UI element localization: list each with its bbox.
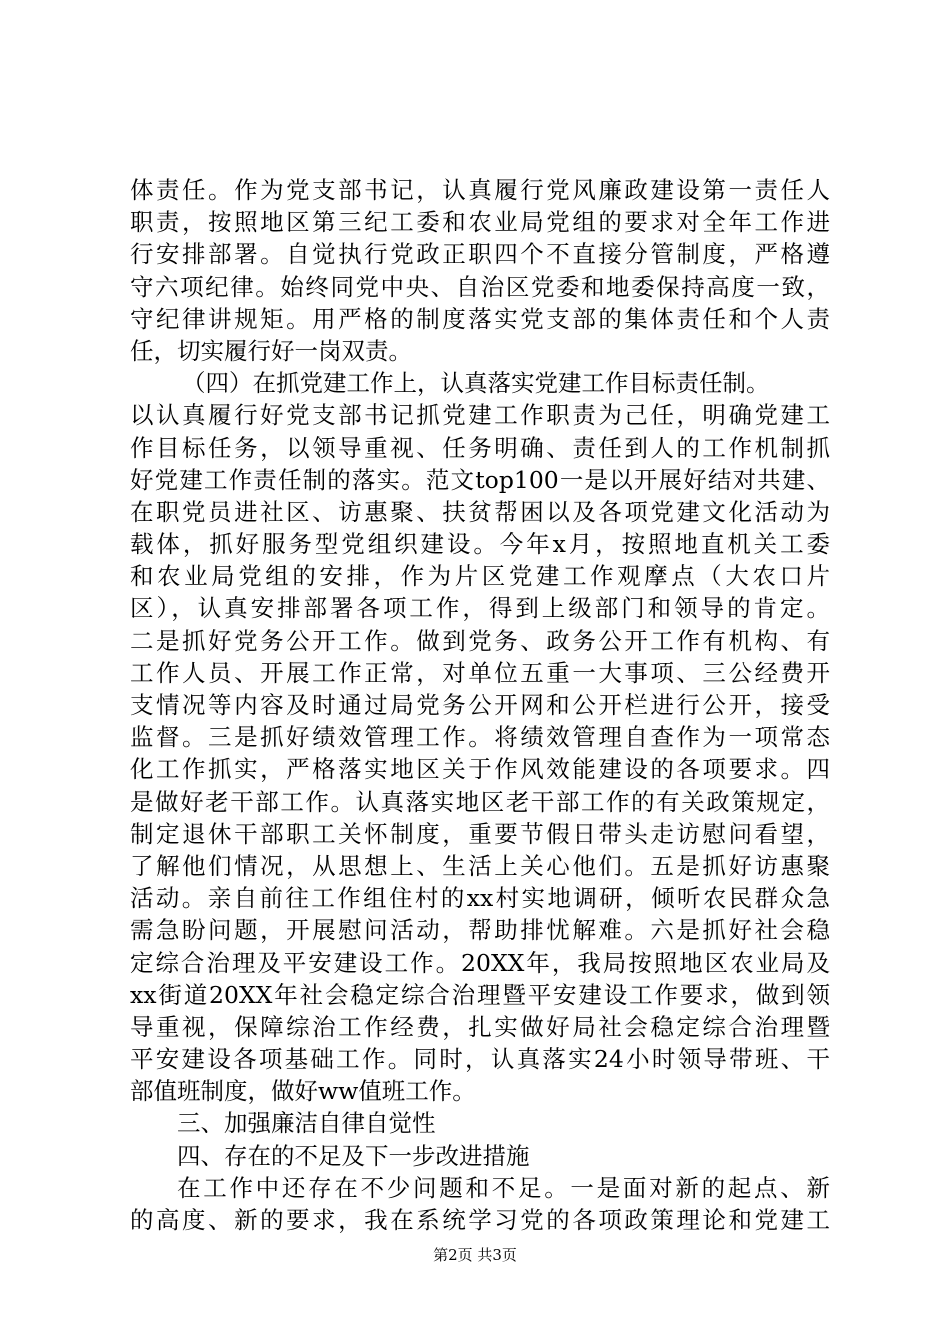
text-line: 的高度、新的要求，我在系统学习党的各项政策理论和党建工	[130, 1206, 830, 1234]
text-line: 以认真履行好党支部书记抓党建工作职责为己任，明确党建工	[130, 401, 830, 430]
text-line: 体责任。作为党支部书记，认真履行党风廉政建设第一责任人	[130, 176, 830, 204]
text-line: 二是抓好党务公开工作。做到党务、政务公开工作有机构、有	[130, 626, 830, 655]
section-heading: （四）在抓党建工作上，认真落实党建工作目标责任制。	[182, 369, 770, 398]
text-line: 守纪律讲规矩。用严格的制度落实党支部的集体责任和个人责	[130, 304, 830, 333]
text-line: 载体，抓好服务型党组织建设。今年x月，按照地直机关工委	[130, 530, 830, 559]
text-line: 部值班制度，做好ww值班工作。	[130, 1077, 476, 1106]
text-line: 了解他们情况，从思想上、生活上关心他们。五是抓好访惠聚	[130, 851, 830, 880]
document-body	[130, 174, 830, 1236]
text-line: 活动。亲自前往工作组住村的xx村实地调研，倾听农民群众急	[130, 884, 830, 913]
text-line: 制定退休干部职工关怀制度，重要节假日带头走访慰问看望，	[130, 819, 830, 848]
text-line: 工作人员、开展工作正常，对单位五重一大事项、三公经费开	[130, 658, 830, 687]
text-line: 是做好老干部工作。认真落实地区老干部工作的有关政策规定，	[130, 787, 830, 816]
text-line: 任，切实履行好一岗双责。	[130, 336, 412, 365]
text-line: xx街道20XX年社会稳定综合治理暨平安建设工作要求，做到领	[130, 980, 830, 1009]
text-line: 好党建工作责任制的落实。范文top100一是以开展好结对共建、	[130, 465, 830, 494]
text-line: 需急盼问题，开展慰问活动，帮助排忧解难。六是抓好社会稳	[130, 916, 830, 945]
text-line: 守六项纪律。始终同党中央、自治区党委和地委保持高度一致，	[130, 272, 830, 301]
text-line: 监督。三是抓好绩效管理工作。将绩效管理自查作为一项常态	[130, 723, 830, 752]
text-line: 支情况等内容及时通过局党务公开网和公开栏进行公开，接受	[130, 691, 830, 719]
text-line: 在工作中还存在不少问题和不足。一是面对新的起点、新	[177, 1173, 830, 1202]
text-line: 定综合治理及平安建设工作。20XX年，我局按照地区农业局及	[130, 948, 830, 977]
section-heading: 三、加强廉洁自律自觉性	[177, 1109, 436, 1138]
text-line: 在职党员进社区、访惠聚、扶贫帮困以及各项党建文化活动为	[130, 497, 830, 526]
text-line: 平安建设各项基础工作。同时，认真落实24小时领导带班、干	[130, 1045, 830, 1074]
section-heading: 四、存在的不足及下一步改进措施	[177, 1141, 530, 1170]
text-line: 和农业局党组的安排，作为片区党建工作观摩点（大农口片	[130, 562, 830, 591]
text-line: 职责，按照地区第三纪工委和农业局党组的要求对全年工作进	[130, 208, 830, 237]
text-line: 作目标任务，以领导重视、任务明确、责任到人的工作机制抓	[130, 433, 830, 462]
text-line: 化工作抓实，严格落实地区关于作风效能建设的各项要求。四	[130, 755, 830, 784]
page-number: 第2页 共3页	[433, 1246, 517, 1264]
text-line: 行安排部署。自觉执行党政正职四个不直接分管制度，严格遵	[130, 240, 830, 269]
text-line: 导重视，保障综治工作经费，扎实做好局社会稳定综合治理暨	[130, 1012, 830, 1041]
text-line: 区），认真安排部署各项工作，得到上级部门和领导的肯定。	[130, 594, 830, 623]
